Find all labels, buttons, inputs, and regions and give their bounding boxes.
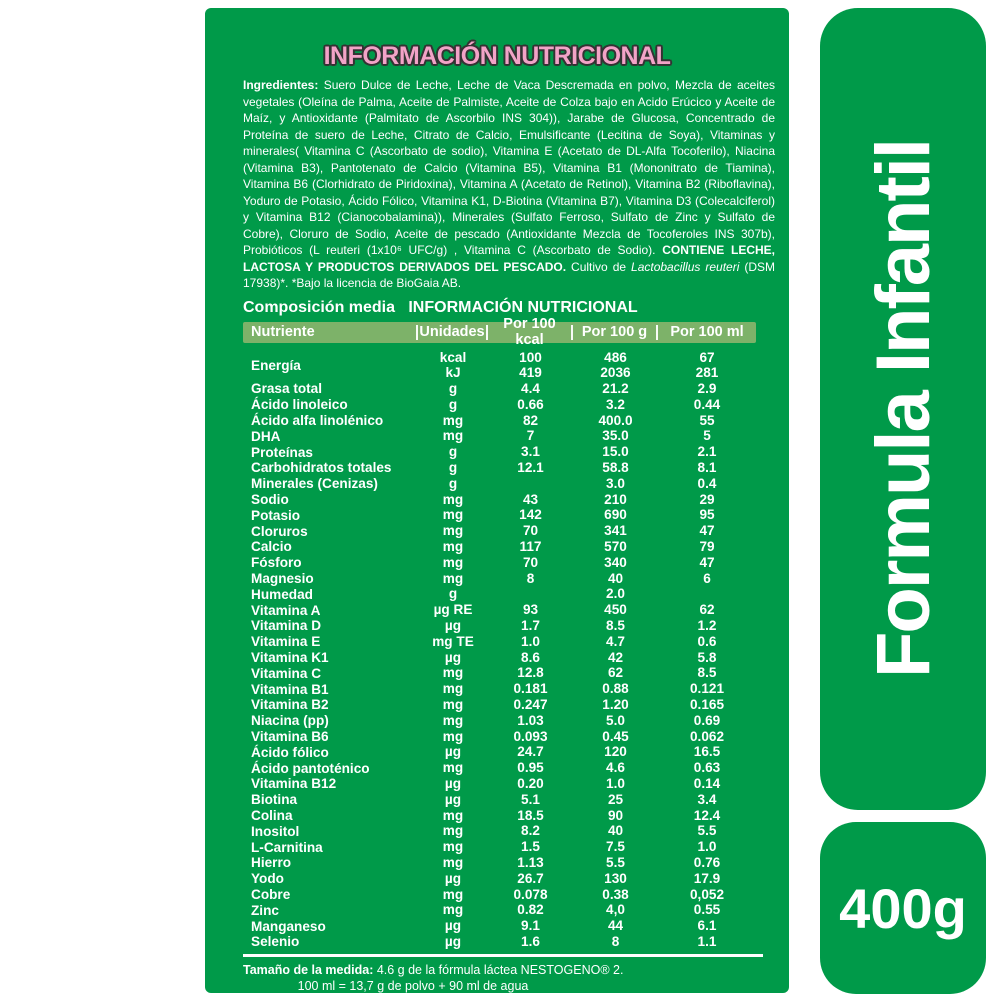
per-100g-cell: 1.0 — [606, 776, 625, 792]
table-line — [418, 397, 756, 413]
per-100ml-cell: 8.5 — [697, 665, 717, 681]
per-100ml-cell: 0.76 — [693, 855, 721, 870]
nutrient-name: Yodo — [251, 871, 284, 887]
composition-title: INFORMACIÓN NUTRICIONAL — [408, 298, 638, 316]
per-100g-cell: 486 — [604, 349, 627, 365]
per-100ml-cell: 1.1 — [697, 933, 717, 949]
per-100ml-cell: 79 — [699, 539, 715, 555]
per-100kcal-cell — [488, 586, 573, 602]
per-100g-cell: 8 — [611, 933, 620, 949]
unit-cell: µg — [444, 918, 462, 934]
table-line — [418, 618, 756, 634]
table-line — [418, 665, 756, 681]
table-line — [418, 523, 756, 539]
nutrient-name: Magnesio — [251, 571, 314, 587]
unit-cell: mg TE — [432, 633, 474, 649]
unit-cell: µg — [444, 649, 462, 665]
per-100kcal-cell: 26.7 — [517, 870, 544, 886]
table-line — [418, 776, 756, 792]
table-row — [243, 350, 756, 382]
per-100ml-cell: 6 — [703, 570, 711, 586]
unit-cell: mg — [442, 523, 464, 539]
weight-badge — [820, 822, 986, 994]
table-line — [418, 871, 756, 887]
nutrient-name: Manganeso — [251, 918, 326, 934]
nutrient-name: Hierro — [251, 855, 292, 871]
per-100kcal-cell: 93 — [522, 602, 539, 618]
table-line — [418, 697, 756, 713]
per-100g-cell: 25 — [607, 791, 624, 807]
table-row — [243, 697, 756, 713]
nutrient-name: Ácido linoleico — [251, 397, 348, 413]
per-100kcal-cell: 1.5 — [521, 839, 540, 855]
per-100kcal-cell: 1.6 — [521, 933, 540, 949]
per-100ml-cell: 17.9 — [693, 870, 721, 886]
nutrient-name: Vitamina C — [251, 665, 322, 681]
per-100ml-cell: 2.1 — [697, 444, 717, 460]
per-100ml-cell: 0.6 — [697, 633, 717, 649]
nutrient-name: Vitamina B2 — [251, 697, 329, 713]
per-100g-cell: 7.5 — [606, 839, 625, 855]
per-100kcal-cell: 18.5 — [517, 807, 544, 823]
per-100g-cell: 2.0 — [606, 586, 625, 602]
per-100g-cell: 2036 — [600, 365, 631, 381]
per-100kcal-cell: 9.1 — [521, 918, 540, 934]
per-100kcal-cell: 8.6 — [521, 649, 540, 665]
per-100ml-cell: 0,052 — [689, 886, 725, 902]
table-line — [418, 744, 756, 760]
per-100ml-cell: 47 — [699, 523, 715, 539]
nutrient-name: Sodio — [251, 492, 289, 508]
per-100ml-cell: 2.9 — [697, 381, 717, 397]
per-100kcal-cell: 70 — [522, 523, 539, 539]
table-line — [418, 539, 756, 555]
per-100kcal-cell: 1.0 — [521, 633, 540, 649]
table-line — [418, 713, 756, 729]
nutrient-name: Calcio — [251, 539, 292, 555]
per-100kcal-cell: 0.093 — [513, 728, 548, 744]
table-line — [418, 476, 756, 492]
unit-cell: µg RE — [433, 602, 473, 618]
table-row — [243, 792, 756, 808]
per-100ml-cell: 0.44 — [693, 396, 721, 412]
per-100g-cell: 15.0 — [602, 444, 629, 460]
unit-cell: g — [448, 381, 458, 397]
per-100kcal-cell — [488, 476, 573, 492]
table-row — [243, 713, 756, 729]
per-100g-cell: 130 — [604, 870, 627, 886]
nutrient-name: Colina — [251, 808, 293, 823]
serving-size-label: Tamaño de la medida: — [243, 962, 374, 977]
unit-cell: µg — [444, 791, 462, 807]
nutrient-name: Vitamina D — [251, 618, 322, 634]
table-line — [418, 381, 756, 397]
per-100ml-cell: 29 — [699, 491, 715, 507]
nutrient-name: Zinc — [251, 902, 279, 918]
per-100g-cell: 4,0 — [606, 902, 625, 918]
table-line — [418, 365, 756, 381]
table-line — [418, 729, 756, 745]
table-line — [418, 760, 756, 776]
unit-cell: g — [448, 586, 458, 602]
table-line — [418, 808, 756, 824]
table-row — [243, 492, 756, 508]
table-line — [418, 428, 756, 444]
per-100kcal-cell: 24.7 — [517, 744, 544, 760]
per-100kcal-cell: 117 — [519, 539, 542, 555]
table-row — [243, 476, 756, 492]
unit-cell: mg — [442, 855, 464, 870]
table-row — [243, 871, 756, 887]
per-100g-cell: 4.7 — [606, 633, 625, 649]
table-line — [418, 586, 756, 602]
per-100g-cell: 0.88 — [602, 681, 629, 697]
per-100ml-cell: 47 — [699, 554, 715, 570]
table-line — [418, 444, 756, 460]
header-por-100-kcal: Por 100 kcal — [503, 316, 556, 348]
per-100ml-cell: 5 — [703, 428, 711, 444]
nutrient-name: Ácido pantoténico — [251, 760, 370, 776]
unit-cell: µg — [444, 870, 462, 886]
nutrient-name: Potasio — [251, 507, 301, 523]
unit-cell: µg — [444, 618, 462, 634]
table-line — [418, 413, 756, 429]
per-100ml-cell — [658, 586, 756, 602]
per-100ml-cell: 0.165 — [689, 697, 725, 713]
per-100ml-cell: 0.121 — [689, 681, 725, 697]
unit-cell: mg — [442, 823, 464, 839]
table-row — [243, 618, 756, 634]
header-por-100-g: Por 100 g — [581, 324, 648, 340]
unit-cell: mg — [442, 839, 464, 855]
nutrient-name: Cloruros — [251, 523, 308, 539]
per-100kcal-cell: 8.2 — [521, 823, 540, 839]
table-line — [418, 507, 756, 523]
unit-cell: mg — [442, 728, 464, 744]
per-100ml-cell: 281 — [695, 365, 719, 381]
unit-cell: µg — [444, 744, 462, 760]
per-100g-cell: 400.0 — [598, 412, 633, 428]
per-100kcal-cell: 8 — [526, 570, 535, 586]
table-line — [418, 823, 756, 839]
table-row — [243, 523, 756, 539]
nutrient-name: Grasa total — [251, 381, 323, 397]
table-row — [243, 934, 756, 950]
ingredients-paragraph — [243, 77, 775, 292]
nutrient-name: Biotina — [251, 792, 298, 808]
table-row — [243, 808, 756, 824]
per-100ml-cell: 3.4 — [697, 791, 717, 807]
per-100kcal-cell: 7 — [526, 428, 535, 444]
table-line — [418, 792, 756, 808]
footer-divider — [243, 954, 763, 957]
table-row — [243, 444, 756, 460]
per-100g-cell: 450 — [604, 602, 627, 618]
composition-label: Composición media — [243, 298, 396, 316]
per-100ml-cell: 0.55 — [693, 902, 721, 918]
nutrient-name: DHA — [251, 428, 281, 444]
per-100g-cell: 690 — [604, 507, 627, 523]
per-100ml-cell: 0.69 — [693, 712, 721, 728]
per-100ml-cell: 5.8 — [697, 649, 717, 665]
unit-cell: g — [448, 475, 458, 491]
per-100ml-cell: 55 — [699, 412, 715, 428]
per-100kcal-cell: 100 — [519, 349, 542, 365]
unit-cell: kcal — [439, 349, 467, 365]
nutrient-name: Vitamina E — [251, 634, 321, 650]
serving-size-line — [243, 962, 624, 978]
unit-cell: mg — [442, 507, 464, 523]
per-100kcal-cell: 70 — [522, 554, 539, 570]
per-100kcal-cell: 1.13 — [517, 855, 544, 870]
per-100kcal-cell: 5.1 — [521, 791, 540, 807]
culture-name: Lactobacillus reuteri — [631, 259, 740, 274]
culture-post: (DSM 17938)*. *Bajo la licencia de BioGaia AB. — [243, 259, 775, 290]
table-line — [418, 887, 756, 903]
per-100ml-cell: 1.2 — [697, 618, 717, 634]
per-100kcal-cell: 0.95 — [517, 760, 544, 776]
unit-cell: mg — [442, 554, 464, 570]
per-100g-cell: 570 — [604, 539, 627, 555]
culture-pre: Cultivo de — [566, 259, 632, 274]
per-100g-cell: 120 — [604, 744, 627, 760]
unit-cell: mg — [442, 902, 464, 918]
per-100g-cell: 21.2 — [602, 381, 629, 397]
unit-cell: mg — [442, 491, 464, 507]
table-row — [243, 571, 756, 587]
per-100ml-cell: 16.5 — [693, 744, 721, 760]
per-100g-cell: 3.0 — [606, 475, 625, 491]
table-row — [243, 823, 756, 839]
table-row — [243, 586, 756, 602]
table-row — [243, 381, 756, 397]
per-100g-cell: 1.20 — [602, 697, 629, 713]
table-row — [243, 460, 756, 476]
table-row — [243, 428, 756, 444]
per-100g-cell: 210 — [604, 491, 627, 507]
table-line — [418, 634, 756, 650]
table-line — [418, 460, 756, 476]
nutrient-name: Minerales (Cenizas) — [251, 476, 378, 492]
table-row — [243, 555, 756, 571]
per-100g-cell: 4.6 — [606, 760, 625, 776]
per-100kcal-cell: 82 — [522, 412, 539, 428]
unit-cell: g — [448, 460, 458, 476]
table-row — [243, 665, 756, 681]
unit-cell: mg — [442, 807, 464, 823]
nutrient-name: L-Carnitina — [251, 839, 323, 855]
per-100g-cell: 340 — [604, 554, 627, 570]
table-row — [243, 413, 756, 429]
nutrient-name: Fósforo — [251, 555, 302, 571]
per-100g-cell: 35.0 — [602, 428, 629, 444]
table-row — [243, 902, 756, 918]
per-100ml-cell: 0.14 — [693, 776, 721, 792]
per-100ml-cell: 6.1 — [697, 918, 717, 934]
unit-cell: kJ — [445, 365, 461, 381]
per-100kcal-cell: 1.03 — [517, 712, 544, 728]
per-100kcal-cell: 1.7 — [521, 618, 540, 634]
allergen-statement: CONTIENE LECHE, LACTOSA Y PRODUCTOS DERIVADOS DEL PESCADO. — [243, 243, 775, 274]
unit-cell: mg — [442, 886, 464, 902]
table-row — [243, 918, 756, 934]
weight-text: 400g — [839, 876, 967, 940]
nutrient-name: Vitamina B1 — [251, 681, 329, 697]
unit-cell: mg — [442, 412, 464, 428]
unit-cell: mg — [442, 428, 464, 444]
per-100kcal-cell: 3.1 — [521, 444, 540, 460]
table-row — [243, 634, 756, 650]
unit-cell: µg — [444, 776, 462, 792]
table-row — [243, 776, 756, 792]
per-100g-cell: 40 — [607, 823, 624, 839]
table-row — [243, 744, 756, 760]
per-100kcal-cell: 12.1 — [517, 460, 544, 476]
side-banner-text: Formula Infantil — [860, 140, 946, 678]
per-100ml-cell: 95 — [699, 507, 715, 523]
unit-cell: g — [448, 444, 458, 460]
nutrient-name: Ácido alfa linolénico — [251, 413, 384, 429]
per-100g-cell: 3.2 — [606, 396, 625, 412]
table-row — [243, 602, 756, 618]
table-line — [418, 902, 756, 918]
per-100g-cell: 8.5 — [606, 618, 625, 634]
unit-cell: mg — [442, 760, 464, 776]
nutrient-name: Ácido fólico — [251, 744, 329, 760]
per-100kcal-cell: 43 — [522, 491, 539, 507]
per-100g-cell: 62 — [607, 665, 624, 681]
per-100kcal-cell: 0.82 — [517, 902, 544, 918]
unit-cell: mg — [442, 681, 464, 697]
nutrition-table — [243, 350, 756, 950]
per-100g-cell: 42 — [607, 649, 624, 665]
header-nutriente: Nutriente — [251, 324, 315, 340]
per-100kcal-cell: 0.20 — [517, 776, 544, 792]
unit-cell: mg — [442, 712, 464, 728]
dilution-line: 100 ml = 13,7 g de polvo + 90 ml de agua — [297, 978, 529, 993]
ingredients-body: Suero Dulce de Leche, Leche de Vaca Descremada en polvo, Mezcla de aceites vegetales (Oleína de Palma, Aceite de Palmiste, Aceite de Colza bajo en Acido Erúcico y Aceite de Maíz, y Antioxidante (Palmitato de Ascorbilo INS 304)), Jarabe de Glucosa, Concentrado de Proteína de suero de Leche, Citrato de Calcio, Emulsificante (Lecitina de Soya), Vitaminas y minerales( Vitamina C (Ascorbato de sodio), Vitamina E (Acetato de DL-Alfa Tocoferilo), Niacina (Vitamina B3), Pantotenato de Calcio (Vitamina B5), Vitamina B1 (Mononitrato de Tiamina), Vitamina B6 (Clorhidrato de Piridoxina), Vitamina A (Acetato de Retinol), Vitamina B2 (Riboflavina), Yoduro de Potasio, Ácido Fólico, Vitamina K1, D-Biotina (Vitamina B7), Vitamina D3 (Colecalciferol) y Vitamina B12 (Cianocobalamina)), Minerales (Sulfato Ferroso, Sulfato de Zinc y Sulfato de Cobre), Cloruro de Sodio, Aceite de pescado (Antioxidante Mezcla de Tocoferoles INS 307b), Probióticos (L reuteri (1x10⁶ UFC/g) , Vitamina C (Ascorbato de Sodio). — [243, 78, 775, 257]
table-line — [418, 918, 756, 934]
per-100kcal-cell: 0.078 — [513, 886, 548, 902]
nutrient-name: Cobre — [251, 886, 291, 902]
per-100ml-cell: 0.4 — [697, 475, 717, 491]
per-100ml-cell: 12.4 — [693, 807, 721, 823]
per-100ml-cell: 67 — [699, 349, 715, 365]
per-100kcal-cell: 0.247 — [513, 697, 548, 713]
table-line — [418, 571, 756, 587]
table-row — [243, 887, 756, 903]
unit-cell: mg — [442, 539, 464, 555]
per-100kcal-cell: 0.181 — [513, 681, 548, 697]
nutrient-name: Inositol — [251, 823, 300, 839]
table-row — [243, 681, 756, 697]
per-100g-cell: 5.0 — [606, 712, 625, 728]
table-row — [243, 539, 756, 555]
per-100g-cell: 90 — [607, 807, 624, 823]
table-row — [243, 729, 756, 745]
panel-title: INFORMACIÓN NUTRICIONAL — [323, 42, 671, 70]
unit-cell: mg — [442, 697, 464, 713]
table-row — [243, 507, 756, 523]
per-100kcal-cell: 12.8 — [517, 665, 544, 681]
table-line — [418, 492, 756, 508]
nutrient-name: Niacina (pp) — [251, 713, 329, 729]
table-line — [418, 602, 756, 618]
composition-row — [243, 299, 756, 318]
per-100ml-cell: 5.5 — [697, 823, 717, 839]
unit-cell: g — [448, 396, 458, 412]
ingredients-label: Ingredientes: — [243, 78, 324, 92]
nutrient-name: Energía — [251, 357, 301, 373]
per-100g-cell: 0.38 — [602, 886, 629, 902]
per-100g-cell: 58.8 — [602, 460, 629, 476]
header-unidades: Unidades — [419, 324, 485, 340]
nutrient-name: Vitamina K1 — [251, 650, 329, 666]
per-100kcal-cell: 0.66 — [517, 396, 544, 412]
per-100kcal-cell: 4.4 — [521, 381, 540, 397]
nutrient-name: Vitamina A — [251, 602, 321, 618]
unit-cell: mg — [442, 570, 464, 586]
per-100kcal-cell: 419 — [519, 365, 542, 381]
nutrient-name: Carbohidratos totales — [251, 460, 392, 476]
per-100ml-cell: 0.63 — [693, 760, 721, 776]
table-line — [418, 650, 756, 666]
per-100g-cell: 341 — [604, 523, 627, 539]
side-banner — [820, 8, 986, 810]
table-line — [418, 934, 756, 950]
table-row — [243, 650, 756, 666]
table-row — [243, 760, 756, 776]
serving-size-value: 4.6 g de la fórmula láctea NESTOGENO® 2. — [373, 962, 624, 977]
table-header-row — [243, 316, 756, 348]
table-row — [243, 839, 756, 855]
per-100ml-cell: 1.0 — [697, 839, 717, 855]
nutrition-panel — [205, 8, 789, 993]
per-100g-cell: 40 — [607, 570, 624, 586]
header-por-100-ml: Por 100 ml — [670, 324, 744, 340]
table-line — [418, 839, 756, 855]
per-100g-cell: 5.5 — [606, 855, 625, 870]
per-100g-cell: 44 — [607, 918, 624, 934]
table-row — [243, 855, 756, 871]
per-100g-cell: 0.45 — [602, 728, 629, 744]
table-line — [418, 350, 756, 366]
unit-cell: µg — [444, 933, 462, 949]
table-line — [418, 555, 756, 571]
nutrient-name: Selenio — [251, 934, 300, 950]
table-line — [418, 681, 756, 697]
nutrient-name: Humedad — [251, 586, 313, 602]
nutrient-name: Proteínas — [251, 444, 313, 460]
nutrient-name: Vitamina B6 — [251, 729, 329, 745]
unit-cell: mg — [442, 665, 464, 681]
per-100ml-cell: 8.1 — [697, 460, 717, 476]
table-row — [243, 397, 756, 413]
nutrient-name: Vitamina B12 — [251, 776, 337, 792]
per-100ml-cell: 0.062 — [689, 728, 725, 744]
per-100kcal-cell: 142 — [519, 507, 542, 523]
serving-footer — [243, 962, 624, 994]
table-line — [418, 855, 756, 871]
per-100ml-cell: 62 — [699, 602, 715, 618]
